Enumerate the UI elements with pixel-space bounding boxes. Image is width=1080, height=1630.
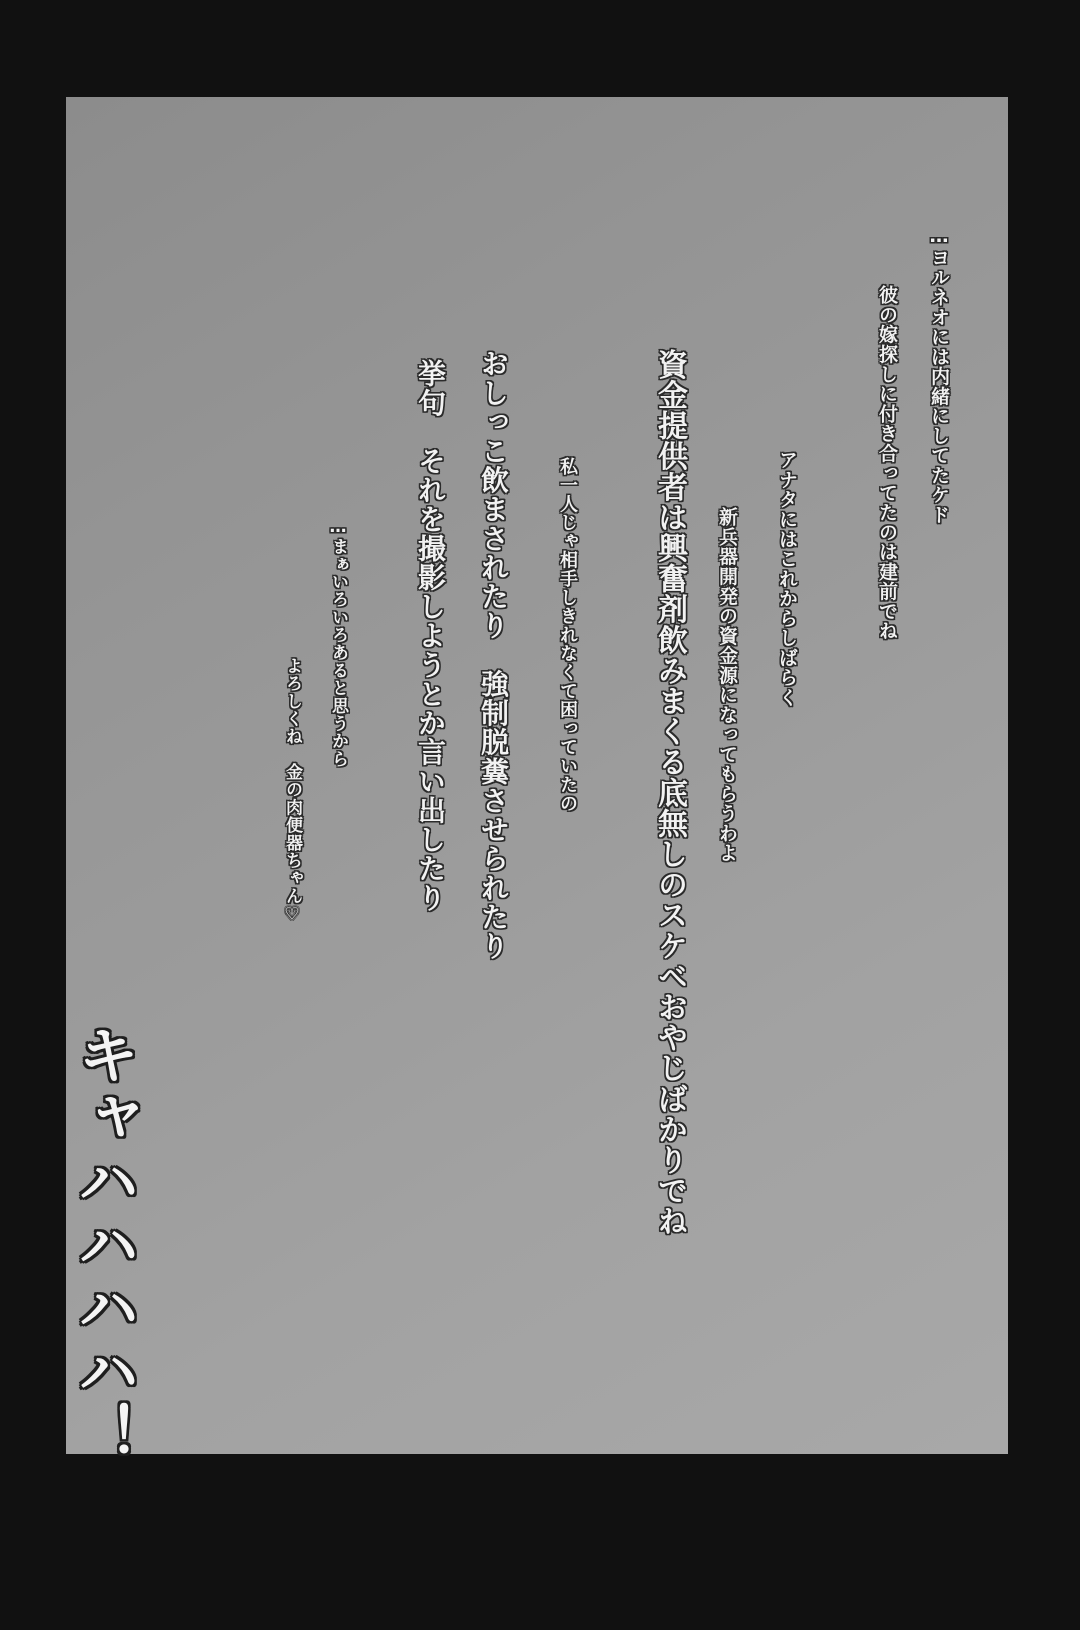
dialogue-line-2: 彼の嫁探しに付き合ってたのは建前でね [876,285,898,641]
dialogue-line-8: 挙句 それを撮影しようとか言い出したり [414,359,447,913]
dialogue-line-3: アナタにはこれからしばらく [776,450,798,707]
shout-text: キャハハハハ！ [67,1023,140,1466]
dialogue-line-7: おしっこ飲まされたり 強制脱糞させられたり [477,349,510,961]
dialogue-line-5: 資金提供者は興奮剤飲みまくる底無しのスケベおやじばかりでね [652,349,687,1237]
dialogue-line-10: よろしくね 金の肉便器ちゃん♡ [282,657,302,926]
dialogue-line-1: …ヨルネオには内緒にしてたケド [928,225,950,525]
dialogue-line-4: 新兵器開発の資金源になってもらうわよ [716,507,738,863]
comic-panel [66,97,1008,1454]
dialogue-line-9: …まぁいろいろあると思うから [328,517,348,768]
dialogue-line-6: 私一人じゃ相手しきれなくて困っていたの [557,457,578,813]
